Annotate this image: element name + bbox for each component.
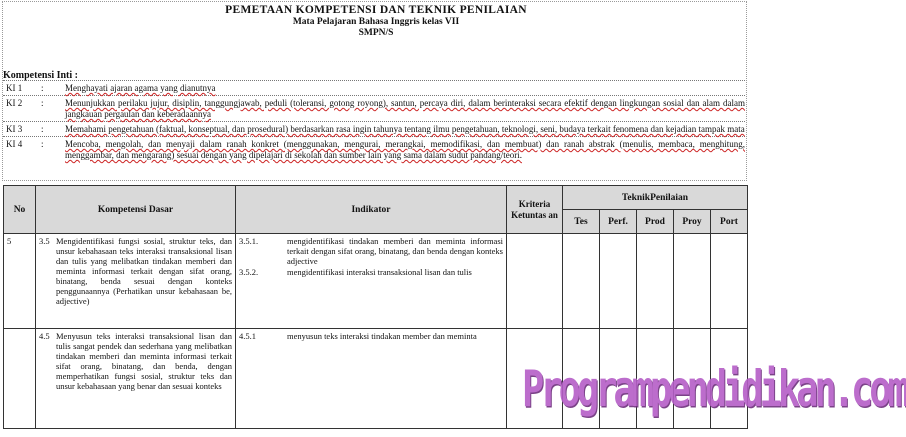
ki-separator: : [41, 83, 44, 93]
indicator-code: 3.5.2. [239, 267, 259, 277]
ki-code: KI 1 [6, 83, 23, 93]
kd-cell [36, 329, 236, 429]
kd-cell [36, 234, 236, 329]
ki-text [65, 139, 745, 161]
ki-text-content: Menunjukkan perilaku jujur, disiplin, tanggungjawab, peduli (toleransi, gotong royong), santun, percaya diri, dalam berinteraksi secara efektif dengan lingkungan sosial dan alam dalam jangkauan pergaulan dan keberadaannya [65, 98, 745, 119]
document-title: PEMETAAN KOMPETENSI DAN TEKNIK PENILAIAN [225, 4, 527, 16]
proy-cell [674, 234, 711, 329]
header-perf: Perf. [600, 210, 637, 234]
header-prod: Prod [637, 210, 674, 234]
row-number: 5 [4, 234, 36, 329]
indicator-text: mengidentifikasi tindakan memberi dan meminta informasi terkait dengan sifat orang, binatang, dan benda dengan konteks adjective [287, 236, 503, 266]
core-competency-list [3, 80, 745, 162]
header-kd: Kompetensi Dasar [36, 186, 236, 234]
indicator-cell [236, 329, 507, 429]
header-criteria: Kriteria Ketuntas an [507, 186, 563, 234]
kd-text: Mengidentifikasi fungsi sosial, struktur teks, dan unsur kebahasaan teks interaksi transaksional lisan dan tulis yang melibatkan tindakan memberi dan meminta informasi terkait dengan sifat orang, binatang, benda sesuai dengan konteks penggunaannya (Perhatikan unsur kebahasaan be, adjective) [56, 236, 232, 306]
ki-row [3, 95, 745, 121]
header-tes: Tes [563, 210, 600, 234]
ki-text-content: Memahami pengetahuan (faktual, konseptual, dan prosedural) berdasarkan rasa ingin tahunya tentang ilmu pengetahuan, teknologi, seni, budaya terkait fenomena dan kejadian tampak mata [65, 124, 745, 134]
indicator-code: 3.5.1. [239, 236, 259, 246]
header-indicator: Indikator [236, 186, 507, 234]
ki-code: KI 2 [6, 98, 23, 108]
kd-code: 3.5 [39, 236, 50, 246]
core-competency-heading: Kompetensi Inti : [3, 70, 78, 81]
port-cell [711, 234, 748, 329]
header-no: No [4, 186, 36, 234]
ki-row [3, 136, 745, 162]
header-technique: TeknikPenilaian [563, 186, 748, 210]
header-port: Port [711, 210, 748, 234]
indicator-cell [236, 234, 507, 329]
ki-separator: : [41, 124, 44, 134]
school-line: SMPN/S [358, 28, 394, 38]
subject-line: Mata Pelajaran Bahasa Inggris kelas VII [292, 17, 460, 27]
ki-text [65, 98, 745, 120]
ki-separator: : [41, 98, 44, 108]
criteria-cell [507, 234, 563, 329]
ki-code: KI 3 [6, 124, 23, 134]
indicator-text: menyusun teks interaksi tindakan member dan meminta [287, 331, 477, 341]
ki-text-content: Menghayati ajaran agama yang dianutnya [65, 83, 216, 93]
document-header [0, 3, 752, 39]
watermark: Programpendidikan.com [522, 360, 906, 419]
table-row [4, 234, 748, 329]
perf-cell [600, 234, 637, 329]
ki-text-content: Mencoba, mengolah, dan menyaji dalam ranah konkret (menggunakan, mengurai, merangkai, memodifikasi, dan membuat) dan ranah abstrak (menulis, membaca, menghitung, menggambar, dan mengarang) sesuai dengan yang dipelajari di sekolah dan sumber lain yang sama dalam sudut pandang/teori. [65, 139, 745, 160]
ki-row [3, 121, 745, 136]
kd-code: 4.5 [39, 331, 50, 341]
indicator-text: mengidentifikasi interaksi transaksional lisan dan tulis [287, 267, 472, 277]
tes-cell [563, 234, 600, 329]
ki-text [65, 83, 745, 94]
ki-separator: : [41, 139, 44, 149]
ki-row [3, 80, 745, 95]
row-number [4, 329, 36, 429]
indicator-code: 4.5.1 [239, 331, 256, 341]
kd-text: Menyusun teks interaksi transaksional lisan dan tulis sangat pendek dan sederhana yang melibatkan tindakan memberi dan meminta informasi terkait sifat orang, binatang, dan benda, dengan memperhatikan fungsi sosial, struktur teks dan unsur kebahasaan yang benar dan sesuai konteks [56, 331, 232, 391]
ki-code: KI 4 [6, 139, 23, 149]
ki-text [65, 124, 745, 135]
prod-cell [637, 234, 674, 329]
header-proy: Proy [674, 210, 711, 234]
